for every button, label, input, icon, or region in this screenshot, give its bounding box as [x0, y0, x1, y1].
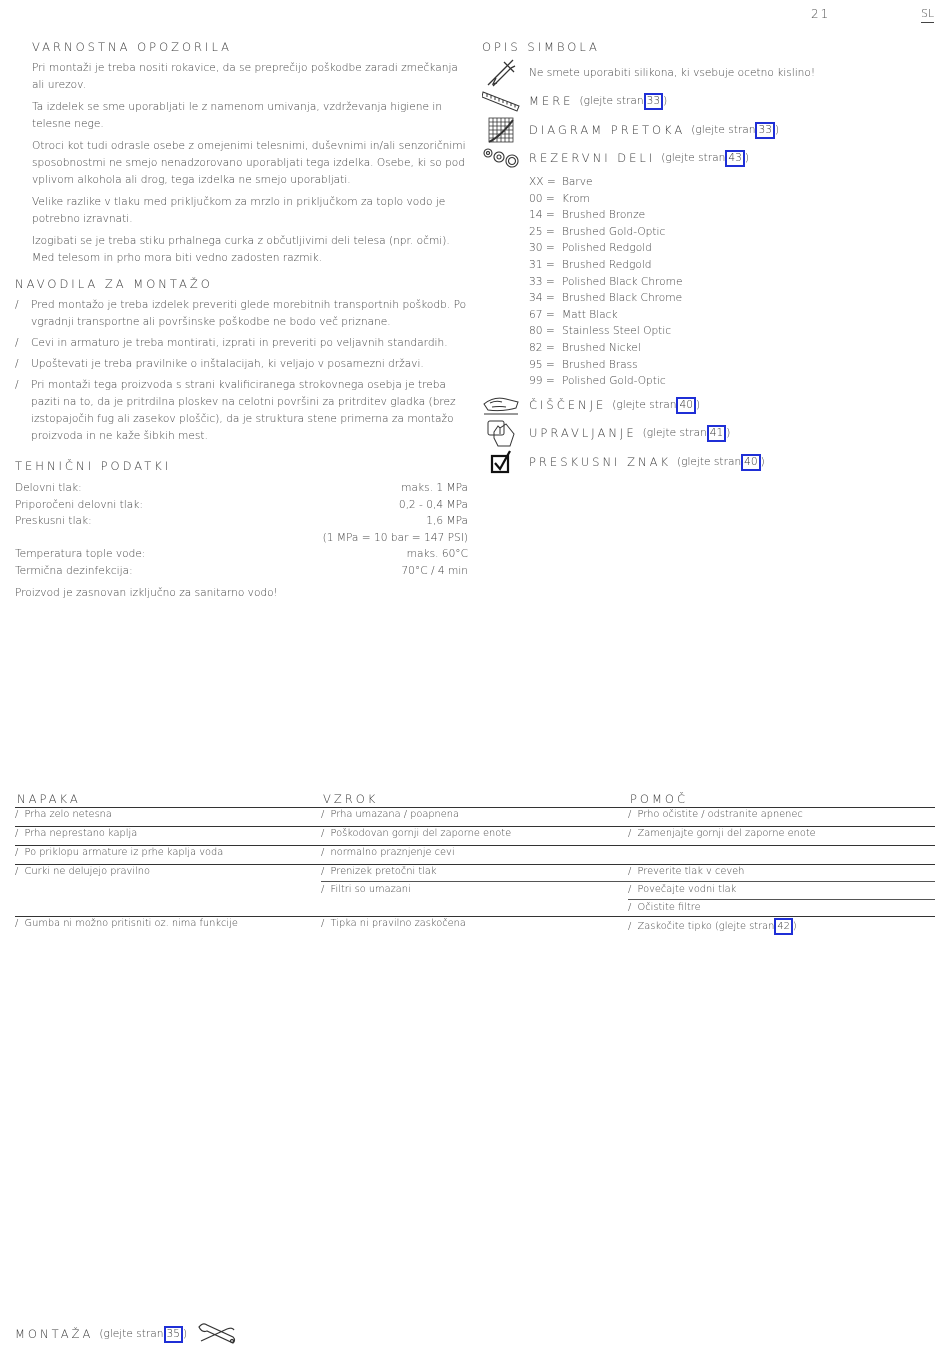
list-item: 82 = Brushed Nickel: [529, 341, 641, 354]
language-code: SL: [921, 7, 934, 23]
safety-paragraph: Izogibati se je treba stiku prhalnega curka z občutljivimi deli telesa (npr. očmi). Med telesom in prho mora biti vedno zadosten razmik.: [32, 235, 450, 264]
list-item: 80 = Stainless Steel Optic: [529, 325, 672, 338]
safety-title: VARNOSTNA OPOZORILA: [32, 40, 232, 54]
spec-row: Temperatura tople vode: maks. 60°C: [15, 548, 468, 560]
cleaning-label: ČIŠČENJE: [529, 398, 607, 412]
table-divider: [628, 899, 935, 900]
tech-note: Proizvod je zasnovan izključno za sanitarno vodo!: [15, 587, 278, 599]
spare-parts-icon: [482, 143, 520, 173]
flow-row: DIAGRAM PRETOKA (glejte stran 33 ): [482, 115, 779, 145]
dimensions-row: MERE (glejte stran 33 ): [482, 86, 667, 116]
mounting-label: MONTAŽA: [15, 1327, 94, 1341]
table-divider: [15, 826, 935, 827]
flow-diagram-icon: [482, 115, 520, 145]
see-page-text: (glejte stran: [661, 152, 726, 164]
safety-paragraph: Ta izdelek se sme uporabljati le z namenom umivanja, vzdrževanja higiene in telesne nege.: [32, 101, 443, 130]
spare-parts-row: REZERVNI DELI (glejte stran 43 ): [482, 143, 749, 173]
table-divider: [15, 864, 935, 865]
table-divider: [321, 881, 935, 882]
column-header-cause: VZROK: [323, 792, 379, 806]
ruler-icon: [482, 86, 520, 116]
table-row: / Prha zelo netesna / Prha umazana / poapnena / Prho očistite / odstranite apnenec: [15, 809, 803, 820]
spec-row: Priporočeni delovni tlak: 0,2 - 0,4 MPa: [15, 498, 468, 511]
list-item: / Pred montažo je treba izdelek preveriti glede morebitnih transportnih poškodb. Po vgradnji transportne ali površinske poškodbe ne bodo več priznane.: [15, 299, 467, 328]
checkmark-icon: [482, 447, 520, 477]
symbols-title: OPIS SIMBOLA: [482, 40, 600, 54]
list-item: 67 = Matt Black: [529, 308, 618, 321]
page-link[interactable]: 35: [164, 1326, 183, 1343]
list-item: 31 = Brushed Redgold: [529, 258, 652, 271]
assembly-title: NAVODILA ZA MONTAŽO: [15, 277, 213, 291]
flow-label: DIAGRAM PRETOKA: [529, 123, 686, 137]
table-divider: [15, 845, 935, 846]
page-link[interactable]: 41: [707, 425, 726, 442]
spec-row: Preskusni tlak: 1,6 MPa: [15, 515, 468, 527]
dimensions-label: MERE: [529, 94, 574, 108]
table-header: [15, 792, 935, 808]
color-list: [529, 174, 682, 390]
list-item: / Cevi in armaturo je treba montirati, izprati in preveriti po veljavnih standardih.: [15, 337, 448, 349]
page-link[interactable]: 40: [676, 397, 695, 414]
table-row: / Filtri so umazani / Povečajte vodni tlak: [321, 884, 737, 895]
spec-row: Delovni tlak: maks. 1 MPa: [15, 482, 468, 494]
spare-parts-label: REZERVNI DELI: [529, 151, 656, 165]
safety-paragraph: Velike razlike v tlaku med priključkom za mrzlo in priključkom za toplo vodo je potrebno izravnati.: [32, 196, 446, 225]
list-item: 00 = Krom: [529, 192, 590, 205]
table-row: / Očistite filtre: [628, 902, 701, 913]
page-link[interactable]: 33: [755, 122, 774, 139]
list-item: 14 = Brushed Bronze: [529, 209, 646, 222]
list-item: 25 = Brushed Gold-Optic: [529, 225, 666, 238]
see-page-text: (glejte stran: [691, 124, 756, 136]
silicone-row: [482, 58, 815, 88]
page-link[interactable]: 33: [644, 93, 663, 110]
list-item: 33 = Polished Black Chrome: [529, 275, 683, 288]
table-divider: [15, 807, 935, 808]
table-row: / Prha neprestano kaplja / Poškodovan gornji del zaporne enote / Zamenjajte gornji del zaporne enote: [15, 828, 816, 839]
mounting-row: MONTAŽA (glejte stran 35 ): [15, 1321, 237, 1347]
table-row: / Gumba ni možno pritisniti oz. nima funkcije / Tipka ni pravilno zaskočena / Zaskočite tipko (glejte stran 42 ): [15, 918, 935, 936]
cleaning-row: ČIŠČENJE (glejte stran 40 ): [482, 390, 700, 420]
tech-title: TEHNIČNI PODATKI: [15, 459, 172, 473]
tech-table: [15, 480, 468, 607]
see-page-text: (glejte stran: [579, 95, 644, 107]
table-row: / Curki ne delujejo pravilno / Prenizek pretočni tlak / Preverite tlak v ceveh: [15, 866, 745, 877]
list-item: 95 = Brushed Brass: [529, 358, 638, 371]
table-divider: [15, 916, 935, 917]
page-link[interactable]: 40: [741, 454, 760, 471]
list-item: XX = Barve: [529, 176, 593, 188]
safety-paragraph: Otroci kot tudi odrasle osebe z omejenimi telesnimi, duševnimi in/ali senzoričnimi sposobnostmi ne smejo nenadzorovano uporabljati tega izdelka. Osebe, ki so pod vplivom alkohola ali drog, tega izdelka ne smejo uporabljati.: [32, 140, 466, 186]
wrench-tools-icon: [197, 1321, 237, 1347]
spec-row: (1 MPa = 10 bar = 147 PSI): [322, 531, 468, 544]
list-item: / Pri montaži tega proizvoda s strani kvalificiranega strokovnega osebja je treba paziti na to, da je pritrdilna ploskev na celotni površini za pritrditev gladka (brez izstopajočih fug ali zasekov ploščic), da je struktura stene primerna za montažo proizvoda in ne kaže šibkih mest.: [15, 379, 456, 442]
silicone-gun-icon: [482, 58, 520, 88]
column-header-remedy: POMOČ: [630, 792, 688, 806]
see-page-text: (glejte stran: [676, 456, 742, 468]
spec-row: Termična dezinfekcija: 70°C / 4 min: [15, 564, 468, 577]
safety-paragraph: Pri montaži je treba nositi rokavice, da se preprečijo poškodbe zaradi zmečkanja ali urezov.: [32, 62, 458, 91]
list-item: 30 = Polished Redgold: [529, 242, 652, 255]
page-link[interactable]: 43: [725, 150, 744, 167]
operation-label: UPRAVLJANJE: [529, 426, 637, 440]
silicone-warning: Ne smete uporabiti silikona, ki vsebuje ocetno kislino!: [529, 67, 816, 79]
page-link[interactable]: 42: [774, 918, 792, 935]
column-header-fault: NAPAKA: [17, 792, 81, 806]
list-item: / Upoštevati je treba pravilnike o inštalacijah, ki veljajo v posamezni državi.: [15, 358, 424, 370]
operation-row: UPRAVLJANJE (glejte stran 41 ): [482, 418, 730, 448]
cleaning-icon: [482, 390, 520, 420]
list-item: 34 = Brushed Black Chrome: [529, 292, 683, 305]
list-item: 99 = Polished Gold-Optic: [529, 375, 666, 388]
see-page-text: (glejte stran: [642, 427, 707, 439]
test-mark-label: PRESKUSNI ZNAK: [529, 455, 671, 469]
page-number: 21: [811, 7, 831, 21]
see-page-text: (glejte stran: [99, 1328, 164, 1340]
see-page-text: (glejte stran: [612, 399, 677, 411]
table-row: / Po priklopu armature iz prhe kaplja voda / normalno praznjenje cevi: [15, 847, 455, 858]
test-mark-row: PRESKUSNI ZNAK (glejte stran 40 ): [482, 447, 765, 477]
assembly-list: [15, 297, 468, 449]
safety-section: [32, 60, 468, 272]
operation-hand-icon: [482, 418, 520, 448]
